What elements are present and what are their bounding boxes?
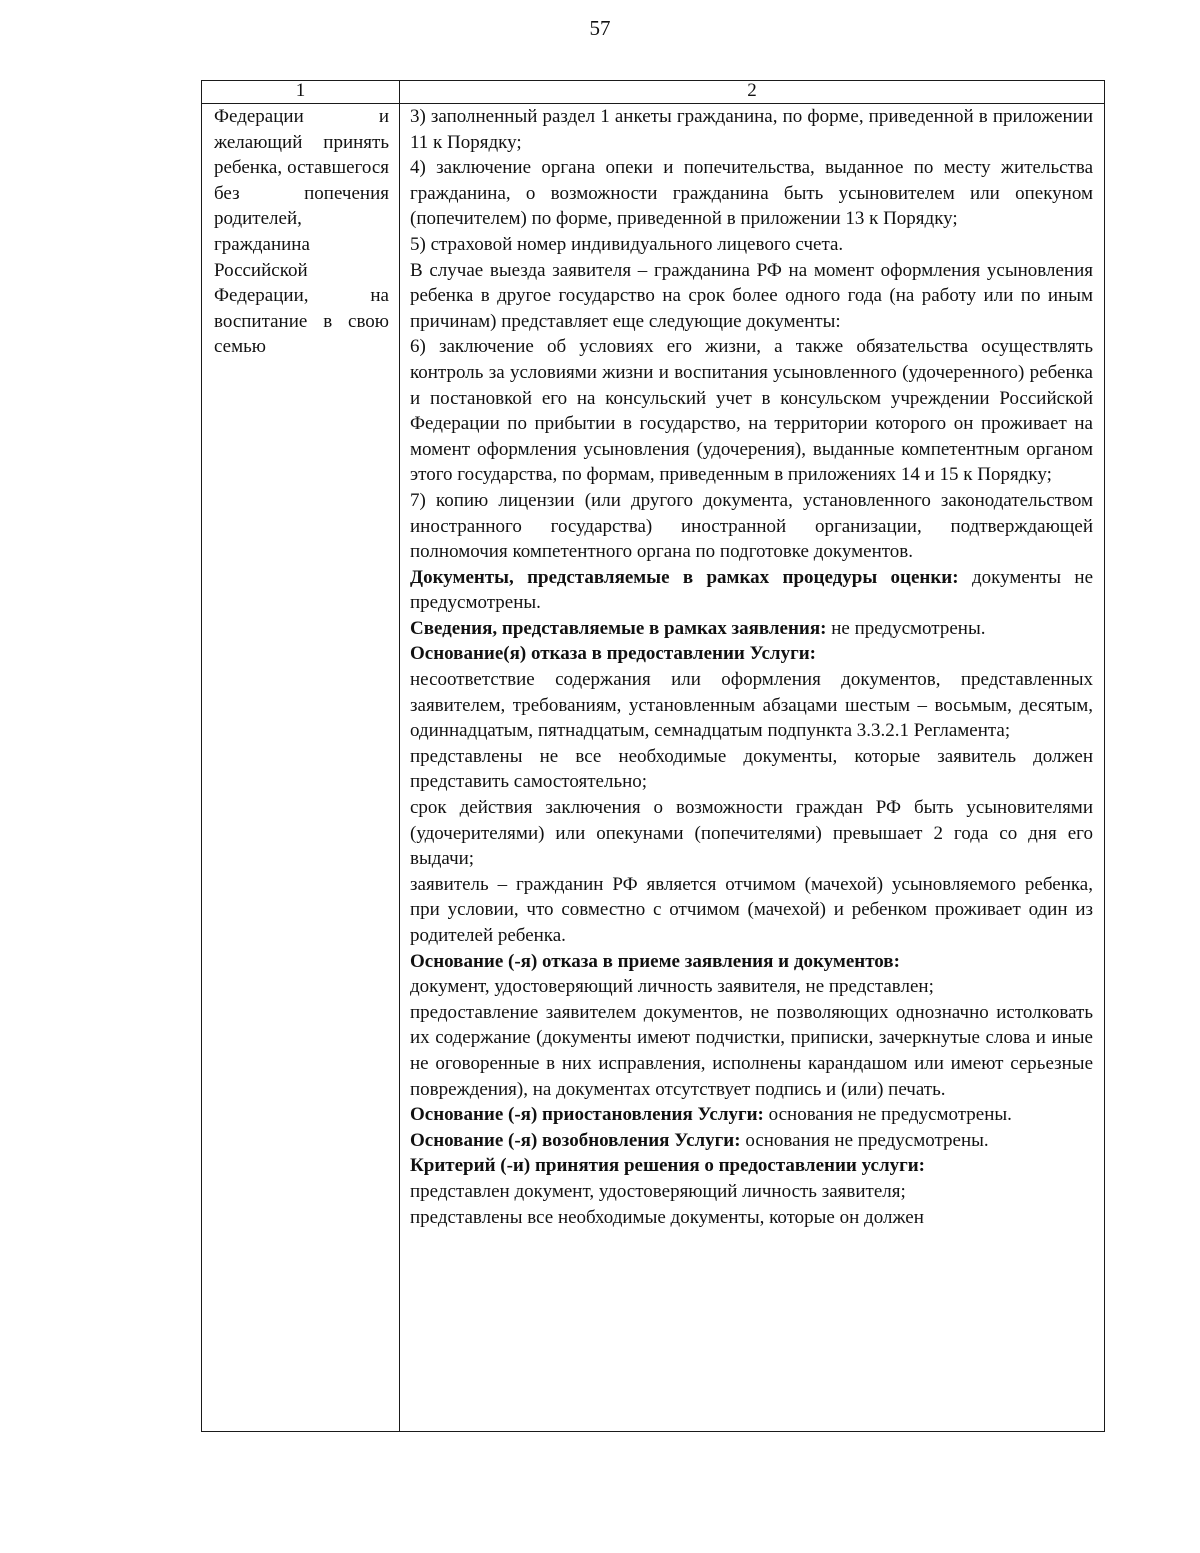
refusal-item: несоответствие содержания или оформления документов, представленных заявителем, требованиям, установленным абзацами шестым – восьмым, десятым, одиннадцатым, пятнадцатым, семнадцатым подпункта 3.3.2.1 Регламента; xyxy=(410,669,1093,742)
table-row xyxy=(202,104,1105,1432)
column-header-1: 1 xyxy=(202,81,400,104)
criteria-item: представлены все необходимые документы, которые он должен xyxy=(410,1206,924,1228)
assessment-documents xyxy=(410,565,1093,616)
applicant-category-text: Федерации и желающий принять ребенка, оставшегося без попечения родителей, гражданина Российской Федерации, на воспитание в свою семью xyxy=(214,106,389,358)
refusal-item: срок действия заключения о возможности граждан РФ быть усыновителями (удочерителями) или опекунами (попечителями) превышает 2 года со дня его выдачи; xyxy=(410,797,1093,870)
info-label: Сведения, представляемые в рамках заявления: xyxy=(410,617,827,639)
document-table xyxy=(201,80,1105,1432)
document-item: 5) страховой номер индивидуального лицевого счета. xyxy=(410,233,844,255)
suspension-basis xyxy=(410,1102,1093,1128)
criteria-item: представлен документ, удостоверяющий личность заявителя; xyxy=(410,1180,906,1202)
info-value: не предусмотрены. xyxy=(831,617,986,639)
page-number: 57 xyxy=(589,16,611,40)
resume-value: основания не предусмотрены. xyxy=(745,1129,989,1151)
document-item: 3) заполненный раздел 1 анкеты гражданина, по форме, приведенной в приложении 11 к Порядку; xyxy=(410,106,1093,153)
document-item: 6) заключение об условиях его жизни, а также обязательства осуществлять контроль за условиями жизни и воспитания усыновленного (удочеренного) ребенка и постановкой его на консульский учет в консульском учреждении Российской Федерации по прибытии в государство, на территории которого он проживает на момент оформления усыновления (удочерения), выданные компетентным органом этого государства, по формам, приведенным в приложениях 14 и 15 к Порядку; xyxy=(410,336,1093,486)
departure-paragraph: В случае выезда заявителя – гражданина РФ на момент оформления усыновления ребенка в другое государство на срок более одного года (на работу или по иным причинам) представляет еще следующие документы: xyxy=(410,259,1093,332)
reject-item: предоставление заявителем документов, не позволяющих однозначно истолковать их содержание (документы имеют подчистки, приписки, зачеркнутые слова и иные не оговоренные в них исправления, исполнены карандашом или имеют серьезные повреждения), на документах отсутствует подпись и (или) печать. xyxy=(410,1001,1093,1100)
table-header-row xyxy=(202,81,1105,104)
assessment-value: документы не предусмотрены. xyxy=(410,566,1094,614)
assessment-label: Документы, представляемые в рамках процедуры оценки: xyxy=(410,566,959,588)
application-info xyxy=(410,616,1093,642)
suspend-label: Основание (-я) приостановления Услуги: xyxy=(410,1104,764,1126)
reject-heading: Основание (-я) отказа в приеме заявления и документов: xyxy=(410,950,900,972)
document-item: 7) копию лицензии (или другого документа, установленного законодательством иностранного государства) иностранной организации, подтверждающей полномочия компетентного органа по подготовке документов. xyxy=(410,489,1093,563)
column-header-2: 2 xyxy=(400,81,1105,104)
reject-item: документ, удостоверяющий личность заявителя, не представлен; xyxy=(410,976,934,998)
criteria-heading: Критерий (-и) принятия решения о предоставлении услуги: xyxy=(410,1155,926,1177)
resume-label: Основание (-я) возобновления Услуги: xyxy=(410,1129,741,1151)
refusal-item: заявитель – гражданин РФ является отчимом (мачехой) усыновляемого ребенка, при условии, что совместно с отчимом (мачехой) и ребенком проживает один из родителей ребенка. xyxy=(410,873,1093,946)
documents-cell xyxy=(400,104,1105,1432)
refusal-heading: Основание(я) отказа в предоставлении Услуги: xyxy=(410,643,816,665)
suspend-value: основания не предусмотрены. xyxy=(768,1104,1012,1126)
refusal-item: представлены не все необходимые документы, которые заявитель должен представить самостоятельно; xyxy=(410,745,1093,793)
applicant-category-cell xyxy=(202,104,400,1432)
document-item: 4) заключение органа опеки и попечительства, выданное по месту жительства гражданина, о возможности гражданина быть усыновителем или опекуном (попечителем) по форме, приведенной в приложении 13 к Порядку; xyxy=(410,157,1093,230)
resumption-basis xyxy=(410,1128,1093,1154)
